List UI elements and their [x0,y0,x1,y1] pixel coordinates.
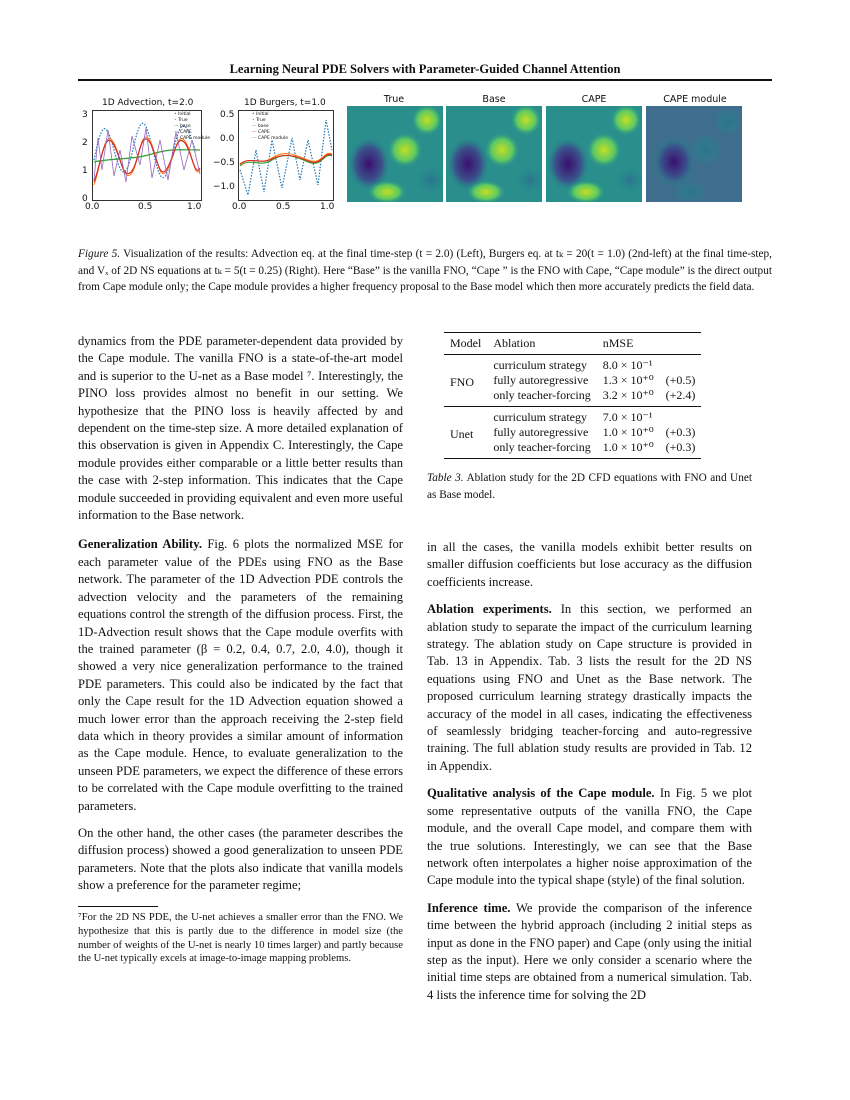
table-cell-delta: (+2.4) [665,388,696,402]
footnote-7: ⁷For the 2D NS PDE, the U-net achieves a smaller error than the FNO. We hypothesize that this is partly due to the difference in model size (the number of weights of the U-net is nearly 10 times larger) and partly because the U-net typically excels at image-to-image mapping problems. [78,912,403,965]
legend-cape: CAPE [257,130,270,135]
table-cell-nmse: 8.0 × 10⁻¹ [602,358,653,372]
plot1-ytick: 1 [82,166,88,176]
table-cell-model: Unet [450,426,474,441]
legend-base: base [179,124,191,129]
heatmap-title-cape: CAPE [581,94,607,105]
plot2-ytick: −0.5 [213,158,235,168]
legend-true: True [256,118,266,123]
table-cell-delta [660,407,702,426]
plot2-xtick: 0.5 [276,202,291,212]
table-cell-nmse: 3.2 × 10⁺⁰ [602,388,654,402]
section-heading-ablation: Ablation experiments. [427,602,552,617]
ablation-table [444,332,701,459]
table-cell-delta: (+0.3) [665,440,696,454]
right-column [427,539,752,1004]
legend-initial: Initial [178,112,191,117]
table-cell-ablation: only teacher-forcing [493,440,591,454]
plot2-xtick: 1.0 [320,202,335,212]
table-cell-delta: (+0.3) [665,425,696,439]
plot2-legend: • Initial • True — base — CAPE — CAPE module [252,112,289,141]
table-cell-delta: (+0.5) [665,373,696,387]
plot1-ytick: 3 [82,110,88,120]
plot1-legend: • Initial • True — base — CAPE — CAPE module [174,112,211,141]
heatmap-title-true: True [383,94,405,105]
table-cell-nmse: 1.0 × 10⁺⁰ [602,425,654,439]
table-header-ablation: Ablation [493,336,536,350]
plot1-xtick: 1.0 [187,202,202,212]
heatmap-title-base: Base [482,94,506,105]
left-column [78,333,403,895]
table-cell-nmse: 1.3 × 10⁺⁰ [602,373,654,387]
left-paragraph-1: dynamics from the PDE parameter-dependent data provided by the Cape module. The vanilla FNO is a state-of-the-art model and is superior to the U-net as a Base model ⁷. Interestingly, the PINO loss provides almost no benefit in our setting. We hypothesize that the PINO loss is heavily affected by and dependent on the time-step size. A more detailed explanation of this observation is given in Appendix C. Interestingly, the Cape module provides either comparable or a little better results than the case with 2-step information. This indicates that the Cape module succeeded in providing equivalent and even more useful information to the Base network. [78,334,403,523]
table-cell-ablation: curriculum strategy [493,410,587,424]
heatmap-true [347,106,443,202]
table-cell-model: FNO [450,374,475,389]
heatmap-cape-module [646,106,742,202]
table-cell-ablation: fully autoregressive [493,425,589,439]
plot1-ytick: 0 [82,194,88,204]
figure-caption [78,246,772,296]
running-header: Learning Neural PDE Solvers with Parameter-Guided Channel Attention [229,62,621,76]
table-caption-label: Table 3. [427,472,464,484]
plot2-ytick: 0.0 [220,134,235,144]
heatmap-title-cape-module: CAPE module [663,94,727,105]
plot2-ytick: 0.5 [220,110,235,120]
table-row [444,355,701,374]
section-heading-inference: Inference time. [427,900,511,915]
heatmap-cape [546,106,642,202]
left-paragraph-2: Fig. 6 plots the normalized MSE for each parameter value of the PDEs using FNO as the Base network. The parameter of the 1D Advection PDE controls the advection velocity and the parameters of the remaining equations control the strength of the diffusion process. First, the 1D-Advection result shows that the Cape module overfits with the trained parameter (β = 0.2, 0.4, 0.7, 2.0, 4.0), though it showed a very nice generalization performance to the trained PDE parameters. This could also be indicated by the fact that only the Cape result for the 1D Advection equation showed a much lower error than the approach receiving the 2-step field data which in theory provides a similar amount of information as the Cape module. Hence, to evaluate generalization to the unseen PDE parameters, we expect the difference of these errors to be correlated with the Cape module overfitting to the trained parameters. [78,537,404,813]
figure-5 [78,92,772,222]
plot1-ytick: 2 [82,138,88,148]
table-header-model: Model [450,336,482,350]
legend-true: True [178,118,188,123]
legend-cape: CAPE [179,130,192,135]
heatmap-base [446,106,542,202]
plot1-title: 1D Advection, t=2.0 [102,98,194,108]
table-header-nmse: nMSE [602,336,634,350]
plot1-xtick: 0.0 [85,202,100,212]
plot1-xtick: 0.5 [138,202,153,212]
right-paragraph-1: in all the cases, the vanilla models exhibit better results on smaller diffusion coefficients but lose accuracy as the diffusion coefficients increase. [427,540,752,589]
plot2-ytick: −1.0 [213,182,235,192]
legend-cape-module: CAPE module [257,136,289,141]
legend-cape-module: CAPE module [179,136,211,141]
table-caption-text: Ablation study for the 2D CFD equations with FNO and Unet as Base model. [427,472,753,501]
table-cell-nmse: 1.0 × 10⁺⁰ [602,440,654,454]
plot2-title: 1D Burgers, t=1.0 [244,98,326,108]
figure-caption-text: Visualization of the results: Advection eq. at the final time-step (t = 2.0) (Left), Burgers eq. at tₖ = 20(t = 1.0) (2nd-left) at the final time-step, and Vₓ of 2D NS equations at tₖ = 5(t = 0.25) (Right). Here “Base” is the vanilla FNO, “Cape ” is the FNO with Cape, “Cape module” is the direct output from Cape module only; the Cape module provides a higher frequency proposal to the Base model which then more accurately predicts the field data. [78,248,772,293]
right-paragraph-4: We provide the comparison of the inference time between the hybrid approach (including 2 initial steps as input as done in the FNO paper) and Cape (only using the initial step as the input). Here we only consider a scenario where the initial time steps are obtained from a numerical simulation. Tab. 4 lists the inference time for solving the 2D [427,900,752,1002]
footnote-rule [78,906,158,907]
right-paragraph-2: In this section, we performed an ablation study to separate the impact of the curriculum learning strategy. The ablation study on Cape structure is provided in Tab. 13 in Appendix. Tab. 3 lists the result for the 2D NS equations using FNO and Unet as the Base network. The proposed curriculum learning strategy drastically impacts the accuracy of the model in all cases, indicating the effectiveness of seamlessly bridging teacher-forcing and auto-regressive training. The full ablation study results are provided in Tab. 12 in Appendix. [427,602,753,773]
table-caption [427,470,752,503]
right-paragraph-3: In Fig. 5 we plot some representative outputs of the vanilla FNO, the Cape module, and the overall Cape model, and compare them with the true solutions. Interestingly, we can see that the Base network often interpolates a higher noise approximation of the Cape module into the typical shape (style) of the final solution. [427,786,752,888]
header-rule [78,79,772,81]
left-paragraph-3: On the other hand, the other cases (the parameter describes the diffusion process) showed a good generalization to unseen PDE parameters. Note that the plots also indicate that vanilla models show a preference for the parameter regime; [78,825,403,893]
plot2-xtick: 0.0 [232,202,247,212]
section-heading-generalization: Generalization Ability. [78,537,202,552]
table-cell-nmse: 7.0 × 10⁻¹ [602,410,653,424]
table-cell-ablation: only teacher-forcing [493,388,591,402]
section-heading-qualitative: Qualitative analysis of the Cape module. [427,786,655,801]
table-cell-delta [660,355,702,374]
table-cell-ablation: fully autoregressive [493,373,589,387]
table-cell-ablation: curriculum strategy [493,358,587,372]
table-row [444,407,701,426]
legend-initial: Initial [256,112,269,117]
legend-base: base [257,124,269,129]
figure-caption-label: Figure 5. [78,248,121,260]
